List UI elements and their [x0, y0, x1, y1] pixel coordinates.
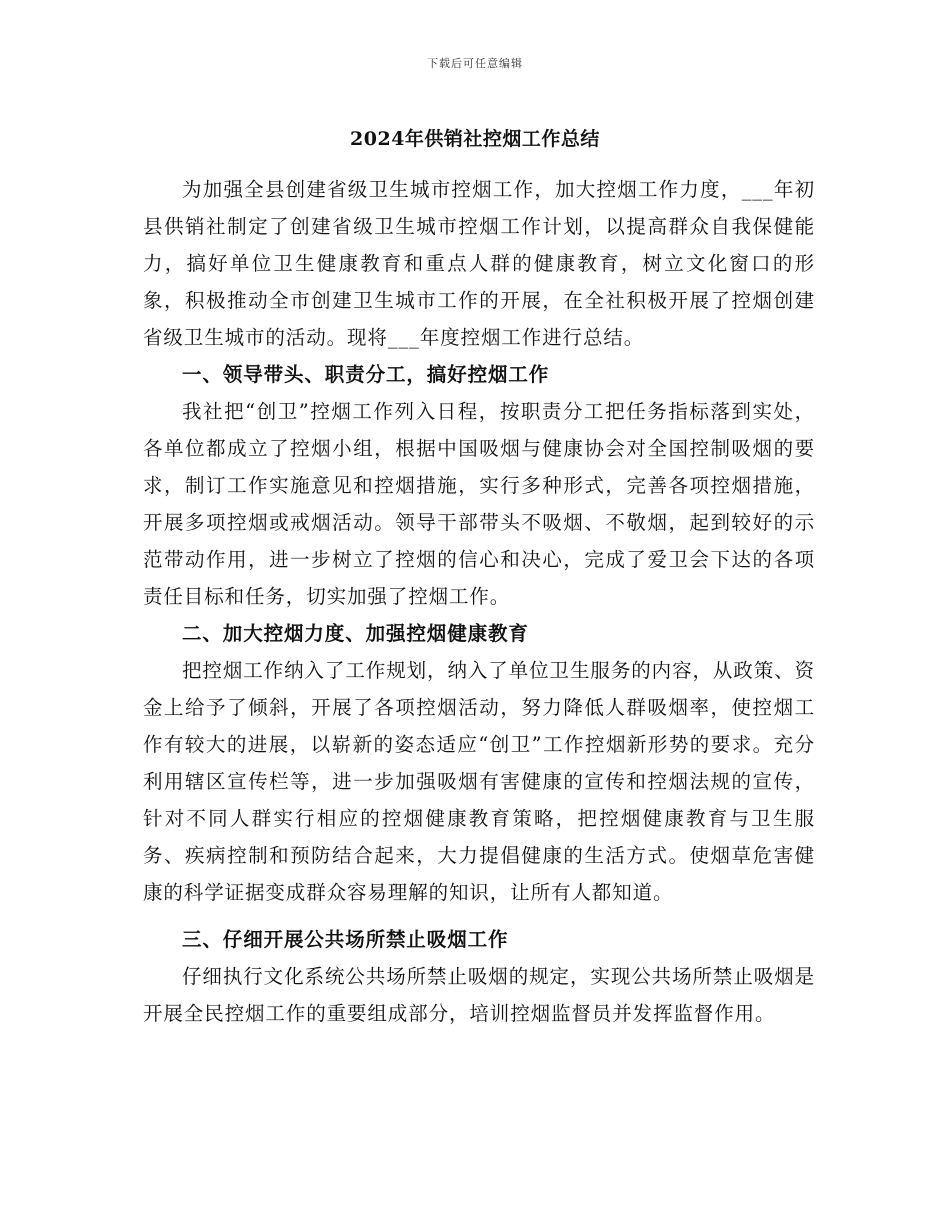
document-body — [143, 171, 815, 1032]
section-2-body: 把控烟工作纳入了工作规划，纳入了单位卫生服务的内容，从政策、资金上给予了倾斜，开展了各项控烟活动，努力降低人群吸烟率，使控烟工作有较大的进展，以崭新的姿态适应“创卫”工作控烟新形势的要求。充分利用辖区宣传栏等，进一步加强吸烟有害健康的宣传和控烟法规的宣传，针对不同人群实行相应的控烟健康教育策略，把控烟健康教育与卫生服务、疾病控制和预防结合起来，大力提倡健康的生活方式。使烟草危害健康的科学证据变成群众容易理解的知识，让所有人都知道。 — [143, 659, 815, 904]
intro-paragraph: 为加强全县创建省级卫生城市控烟工作，加大控烟工作力度，___年初县供销社制定了创建省级卫生城市控烟工作计划，以提高群众自我保健能力，搞好单位卫生健康教育和重点人群的健康教育，树立文化窗口的形象，积极推动全市创建卫生城市工作的开展，在全社积极开展了控烟创建省级卫生城市的活动。现将___年度控烟工作进行总结。 — [143, 178, 815, 349]
document-title: 2024年供销社控烟工作总结 — [350, 128, 600, 150]
header-note: 下载后可任意编辑 — [427, 57, 523, 70]
section-3-heading: 三、仔细开展公共场所禁止吸烟工作 — [182, 928, 509, 951]
section-1-heading: 一、领导带头、职责分工，搞好控烟工作 — [182, 363, 550, 386]
section-3-body: 仔细执行文化系统公共场所禁止吸烟的规定，实现公共场所禁止吸烟是开展全民控烟工作的重要组成部分，培训控烟监督员并发挥监督作用。 — [143, 965, 815, 1025]
section-2-heading: 二、加大控烟力度、加强控烟健康教育 — [182, 622, 529, 645]
section-1-body: 我社把“创卫”控烟工作列入日程，按职责分工把任务指标落到实处，各单位都成立了控烟小组，根据中国吸烟与健康协会对全国控制吸烟的要求，制订工作实施意见和控烟措施，实行多种形式，完善各项控烟措施，开展多项控烟或戒烟活动。领导干部带头不吸烟、不敬烟，起到较好的示范带动作用，进一步树立了控烟的信心和决心，完成了爱卫会下达的各项责任目标和任务，切实加强了控烟工作。 — [143, 400, 815, 608]
